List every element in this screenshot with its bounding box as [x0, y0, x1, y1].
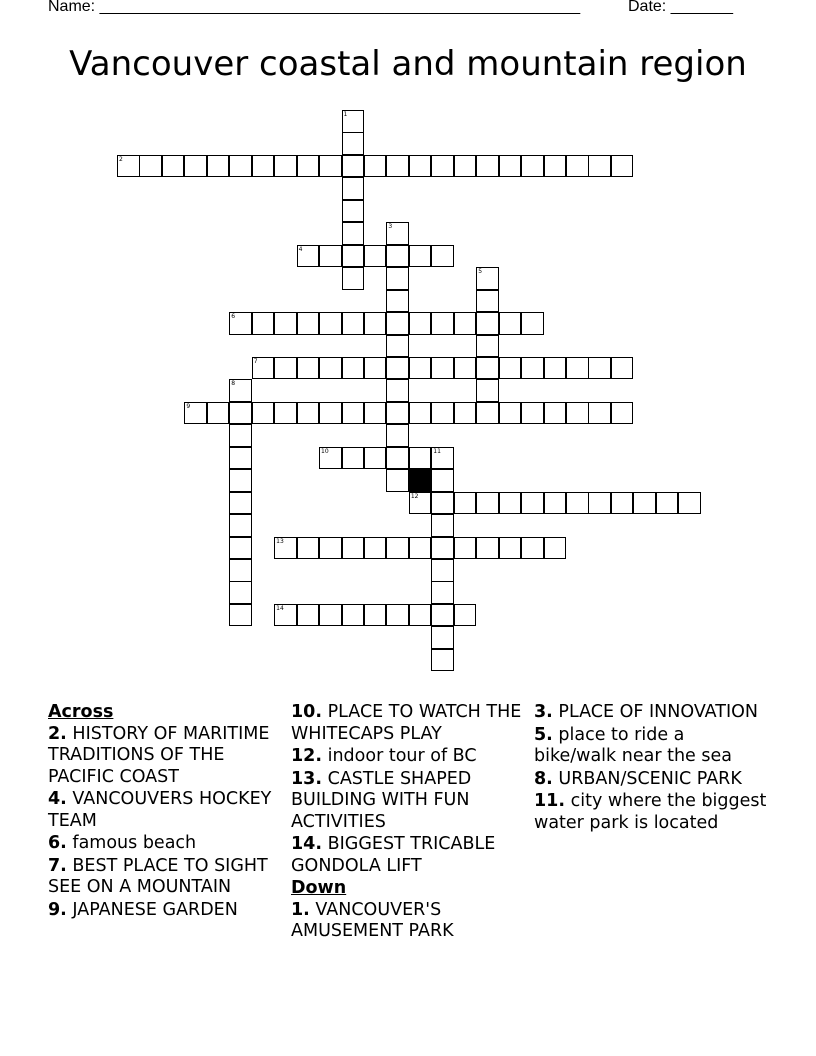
grid-cell[interactable] — [454, 402, 477, 425]
grid-cell[interactable] — [297, 402, 320, 425]
grid-cell[interactable] — [409, 312, 432, 335]
grid-cell[interactable] — [139, 155, 162, 178]
grid-cell[interactable] — [342, 155, 365, 178]
grid-cell[interactable] — [521, 155, 544, 178]
clue-number-1: 1 — [343, 111, 348, 118]
grid-cell[interactable] — [342, 222, 365, 245]
grid-cell[interactable] — [431, 155, 454, 178]
grid-cell[interactable] — [342, 402, 365, 425]
clue-across-13: 13. CASTLE SHAPED BUILDING WITH FUN ACTIVITIES — [291, 768, 472, 832]
grid-cell[interactable] — [364, 537, 387, 560]
grid-cell[interactable] — [274, 155, 297, 178]
grid-cell[interactable] — [454, 312, 477, 335]
grid-cell[interactable] — [409, 155, 432, 178]
grid-cell[interactable] — [229, 155, 252, 178]
grid-cell[interactable] — [342, 604, 365, 627]
grid-cell[interactable] — [588, 492, 611, 515]
clue-number-10: 10 — [321, 447, 329, 455]
grid-cell[interactable] — [678, 492, 701, 515]
grid-cell[interactable] — [431, 626, 454, 649]
clue-down-5: 5. place to ride a bike/walk near the sea — [534, 724, 732, 766]
grid-cell[interactable] — [386, 267, 409, 290]
grid-cell[interactable] — [611, 357, 634, 380]
grid-cell[interactable] — [476, 357, 499, 380]
grid-cell[interactable] — [521, 537, 544, 560]
grid-cell[interactable] — [476, 379, 499, 402]
grid-cell[interactable] — [454, 604, 477, 627]
grid-cell[interactable] — [386, 245, 409, 268]
clue-number-3: 3 — [388, 223, 393, 231]
grid-cell[interactable] — [431, 604, 454, 627]
grid-cell[interactable] — [431, 537, 454, 560]
grid-cell[interactable] — [207, 155, 230, 178]
grid-cell[interactable] — [297, 155, 320, 178]
clue-column-1 — [48, 702, 284, 922]
grid-cell[interactable] — [364, 312, 387, 335]
grid-cell[interactable] — [297, 357, 320, 380]
grid-cell[interactable] — [386, 447, 409, 470]
grid-cell[interactable] — [342, 357, 365, 380]
grid-cell[interactable] — [431, 559, 454, 582]
clue-down-8: 8. URBAN/SCENIC PARK — [534, 768, 742, 789]
grid-cell[interactable] — [342, 312, 365, 335]
grid-cell[interactable] — [611, 155, 634, 178]
grid-cell[interactable] — [566, 155, 589, 178]
page-title: Vancouver coastal and mountain region — [69, 44, 747, 84]
grid-cell[interactable] — [342, 110, 365, 133]
grid-cell[interactable] — [117, 155, 140, 178]
grid-cell[interactable] — [499, 537, 522, 560]
down-heading: Down — [291, 878, 347, 898]
clue-number-4: 4 — [298, 245, 303, 253]
grid-cell[interactable] — [476, 335, 499, 358]
grid-cell[interactable] — [431, 402, 454, 425]
clue-across-7: 7. BEST PLACE TO SIGHT SEE ON A MOUNTAIN — [48, 855, 268, 897]
grid-cell[interactable] — [476, 492, 499, 515]
grid-cell[interactable] — [184, 155, 207, 178]
grid-cell[interactable] — [229, 379, 252, 402]
grid-cell[interactable] — [386, 155, 409, 178]
clue-across-10: 10. PLACE TO WATCH THE WHITECAPS PLAY — [291, 702, 522, 744]
clue-across-14: 14. BIGGEST TRICABLE GONDOLA LIFT — [291, 834, 496, 876]
clue-across-6: 6. famous beach — [48, 833, 197, 853]
grid-cell[interactable] — [431, 312, 454, 335]
grid-cell[interactable] — [454, 357, 477, 380]
grid-cell[interactable] — [386, 222, 409, 245]
grid-cell[interactable] — [319, 604, 342, 627]
grid-cell[interactable] — [544, 357, 567, 380]
grid-cell[interactable] — [454, 155, 477, 178]
grid-cell[interactable] — [499, 492, 522, 515]
clue-number-7: 7 — [253, 357, 258, 365]
grid-cell[interactable] — [544, 537, 567, 560]
grid-cell[interactable] — [386, 424, 409, 447]
clue-across-12: 12. indoor tour of BC — [291, 746, 477, 766]
grid-cell[interactable] — [611, 492, 634, 515]
grid-cell[interactable] — [431, 469, 454, 492]
grid-cell[interactable] — [162, 155, 185, 178]
clue-number-12: 12 — [410, 492, 419, 500]
grid-cell[interactable] — [386, 312, 409, 335]
grid-cell[interactable] — [431, 245, 454, 268]
grid-cell[interactable] — [364, 245, 387, 268]
grid-cell[interactable] — [656, 492, 679, 515]
grid-cell[interactable] — [431, 447, 454, 470]
grid-cell[interactable] — [521, 492, 544, 515]
grid-cell[interactable] — [342, 245, 365, 268]
clue-number-6: 6 — [231, 313, 236, 321]
grid-cell[interactable] — [521, 402, 544, 425]
grid-cell[interactable] — [229, 402, 252, 425]
grid-cell[interactable] — [499, 357, 522, 380]
grid-cell[interactable] — [207, 402, 230, 425]
grid-cell[interactable] — [611, 402, 634, 425]
grid-cell[interactable] — [633, 492, 656, 515]
grid-cell[interactable] — [409, 402, 432, 425]
grid-cell[interactable] — [229, 514, 252, 537]
grid-cell[interactable] — [274, 402, 297, 425]
grid-cell[interactable] — [499, 312, 522, 335]
grid-cell[interactable] — [431, 649, 454, 672]
grid-cell[interactable] — [476, 402, 499, 425]
grid-cell[interactable] — [342, 132, 365, 155]
grid-cell[interactable] — [588, 155, 611, 178]
grid-cell[interactable] — [342, 537, 365, 560]
clue-across-9: 9. JAPANESE GARDEN — [48, 899, 238, 920]
clue-across-4: 4. VANCOUVERS HOCKEY TEAM — [48, 789, 272, 831]
clue-number-13: 13 — [276, 537, 284, 545]
grid-cell[interactable] — [566, 402, 589, 425]
grid-cell[interactable] — [252, 312, 275, 335]
grid-cell[interactable] — [386, 379, 409, 402]
grid-cell[interactable] — [476, 312, 499, 335]
grid-cell[interactable] — [229, 537, 252, 560]
clue-down-3: 3. PLACE OF INNOVATION — [534, 702, 759, 722]
grid-cell[interactable] — [431, 581, 454, 604]
grid-cell[interactable] — [454, 537, 477, 560]
grid-cell[interactable] — [319, 402, 342, 425]
grid-cell[interactable] — [566, 357, 589, 380]
grid-cell[interactable] — [229, 581, 252, 604]
grid-cell[interactable] — [588, 402, 611, 425]
clue-number-14: 14 — [276, 604, 284, 612]
grid-black-cell — [409, 469, 432, 492]
grid-cell[interactable] — [409, 604, 432, 627]
grid-cell[interactable] — [386, 469, 409, 492]
grid-cell[interactable] — [409, 492, 432, 515]
grid-cell[interactable] — [364, 604, 387, 627]
clue-column-3 — [534, 702, 770, 835]
grid-cell[interactable] — [386, 537, 409, 560]
grid-cell[interactable] — [274, 537, 297, 560]
grid-cell[interactable] — [229, 312, 252, 335]
grid-cell[interactable] — [499, 402, 522, 425]
grid-cell[interactable] — [319, 245, 342, 268]
grid-cell[interactable] — [521, 312, 544, 335]
grid-cell[interactable] — [342, 200, 365, 223]
clue-across-2: 2. HISTORY OF MARITIME TRADITIONS OF THE PACIFIC COAST — [48, 723, 270, 787]
across-heading: Across — [48, 702, 114, 722]
grid-cell[interactable] — [342, 267, 365, 290]
grid-cell[interactable] — [544, 492, 567, 515]
grid-cell[interactable] — [431, 492, 454, 515]
grid-cell[interactable] — [544, 155, 567, 178]
grid-cell[interactable] — [521, 357, 544, 380]
grid-cell[interactable] — [386, 335, 409, 358]
grid-cell[interactable] — [386, 604, 409, 627]
grid-cell[interactable] — [476, 537, 499, 560]
grid-cell[interactable] — [566, 492, 589, 515]
grid-cell[interactable] — [274, 312, 297, 335]
grid-cell[interactable] — [588, 357, 611, 380]
clue-column-2 — [291, 702, 527, 944]
grid-cell[interactable] — [229, 469, 252, 492]
grid-cell[interactable] — [476, 290, 499, 313]
grid-cell[interactable] — [386, 357, 409, 380]
grid-cell[interactable] — [386, 402, 409, 425]
clue-number-9: 9 — [186, 402, 191, 410]
clue-number-2: 2 — [119, 155, 123, 163]
grid-cell[interactable] — [229, 424, 252, 447]
grid-cell[interactable] — [476, 267, 499, 290]
name-field-label: Name: ______________________________________________________ — [48, 0, 581, 15]
clue-number-5: 5 — [478, 268, 483, 276]
grid-cell[interactable] — [252, 155, 275, 178]
grid-cell[interactable] — [319, 155, 342, 178]
grid-cell[interactable] — [364, 447, 387, 470]
grid-cell[interactable] — [431, 357, 454, 380]
grid-cell[interactable] — [297, 604, 320, 627]
grid-cell[interactable] — [364, 155, 387, 178]
grid-cell[interactable] — [319, 447, 342, 470]
grid-cell[interactable] — [184, 402, 207, 425]
grid-cell[interactable] — [297, 312, 320, 335]
grid-cell[interactable] — [229, 604, 252, 627]
grid-cell[interactable] — [364, 402, 387, 425]
grid-cell[interactable] — [252, 357, 275, 380]
date-field-label: Date: _______ — [628, 0, 733, 15]
grid-cell[interactable] — [274, 604, 297, 627]
grid-cell[interactable] — [409, 357, 432, 380]
grid-cell[interactable] — [431, 514, 454, 537]
grid-cell[interactable] — [476, 155, 499, 178]
grid-cell[interactable] — [297, 245, 320, 268]
grid-cell[interactable] — [297, 537, 320, 560]
grid-cell[interactable] — [499, 155, 522, 178]
clue-number-11: 11 — [433, 447, 441, 455]
grid-cell[interactable] — [319, 357, 342, 380]
clue-number-8: 8 — [231, 380, 236, 388]
grid-cell[interactable] — [454, 492, 477, 515]
grid-cell[interactable] — [252, 402, 275, 425]
clue-down-1: 1. VANCOUVER'S AMUSEMENT PARK — [291, 899, 454, 941]
grid-cell[interactable] — [229, 492, 252, 515]
grid-cell[interactable] — [386, 290, 409, 313]
grid-cell[interactable] — [319, 537, 342, 560]
clue-down-11: 11. city where the biggest water park is located — [534, 791, 767, 833]
grid-cell[interactable] — [319, 312, 342, 335]
grid-cell[interactable] — [342, 177, 365, 200]
grid-cell[interactable] — [229, 447, 252, 470]
grid-cell[interactable] — [409, 245, 432, 268]
grid-cell[interactable] — [274, 357, 297, 380]
grid-cell[interactable] — [409, 537, 432, 560]
grid-cell[interactable] — [229, 559, 252, 582]
grid-cell[interactable] — [342, 447, 365, 470]
grid-cell[interactable] — [544, 402, 567, 425]
grid-cell[interactable] — [409, 447, 432, 470]
grid-cell[interactable] — [364, 357, 387, 380]
